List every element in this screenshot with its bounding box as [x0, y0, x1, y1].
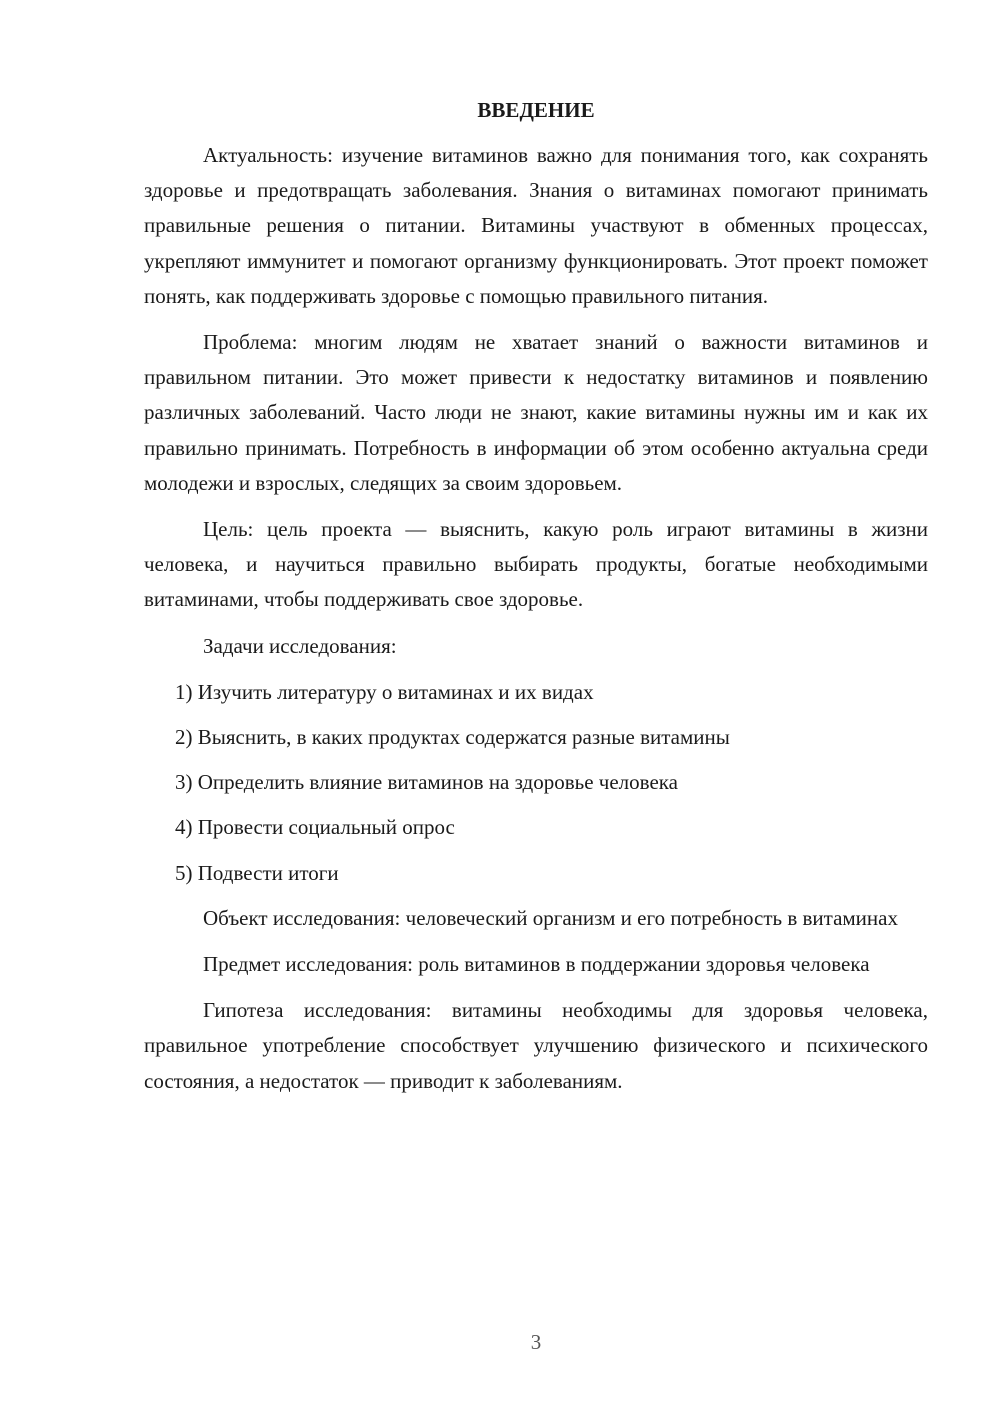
task-list: [144, 675, 928, 891]
page-content: [144, 94, 928, 1110]
hypothesis-paragraph: Гипотеза исследования: витамины необходимы для здоровья человека, правильное употребление способствует улучшению физического и психического состояния, а недостаток — приводит к заболеваниям.: [144, 998, 928, 1093]
goal-paragraph: Цель: цель проекта — выяснить, какую роль играют витамины в жизни человека, и научиться правильно выбирать продукты, богатые необходимыми витаминами, чтобы поддерживать свое здоровье.: [144, 517, 928, 612]
task-item: 2) Выяснить, в каких продуктах содержатся разные витамины: [175, 725, 730, 750]
relevance-paragraph: Актуальность: изучение витаминов важно для понимания того, как сохранять здоровье и предотвращать заболевания. Знания о витаминах помогают принимать правильные решения о питании. Витамины участвуют в обменных процессах, укрепляют иммунитет и помогают организму функционировать. Этот проект поможет понять, как поддерживать здоровье с помощью правильного питания.: [144, 143, 928, 308]
page-number: 3: [530, 1330, 542, 1354]
task-item: 3) Определить влияние витаминов на здоровье человека: [175, 770, 678, 795]
task-item: 1) Изучить литературу о витаминах и их видах: [175, 679, 594, 704]
tasks-heading: Задачи исследования:: [203, 633, 397, 658]
task-item: 5) Подвести итоги: [175, 860, 339, 885]
research-subject-paragraph: Предмет исследования: роль витаминов в поддержании здоровья человека: [203, 952, 870, 977]
task-item: 4) Провести социальный опрос: [175, 815, 455, 840]
research-object-paragraph: Объект исследования: человеческий организм и его потребность в витаминах: [203, 905, 898, 930]
problem-paragraph: Проблема: многим людям не хватает знаний о важности витаминов и правильном питании. Это может привести к недостатку витаминов и появлению различных заболеваний. Часто люди не знают, какие витамины нужны им и как их правильно принимать. Потребность в информации об этом особенно актуальна среди молодежи и взрослых, следящих за своим здоровьем.: [144, 330, 928, 495]
page-title: ВВЕДЕНИЕ: [477, 98, 595, 122]
